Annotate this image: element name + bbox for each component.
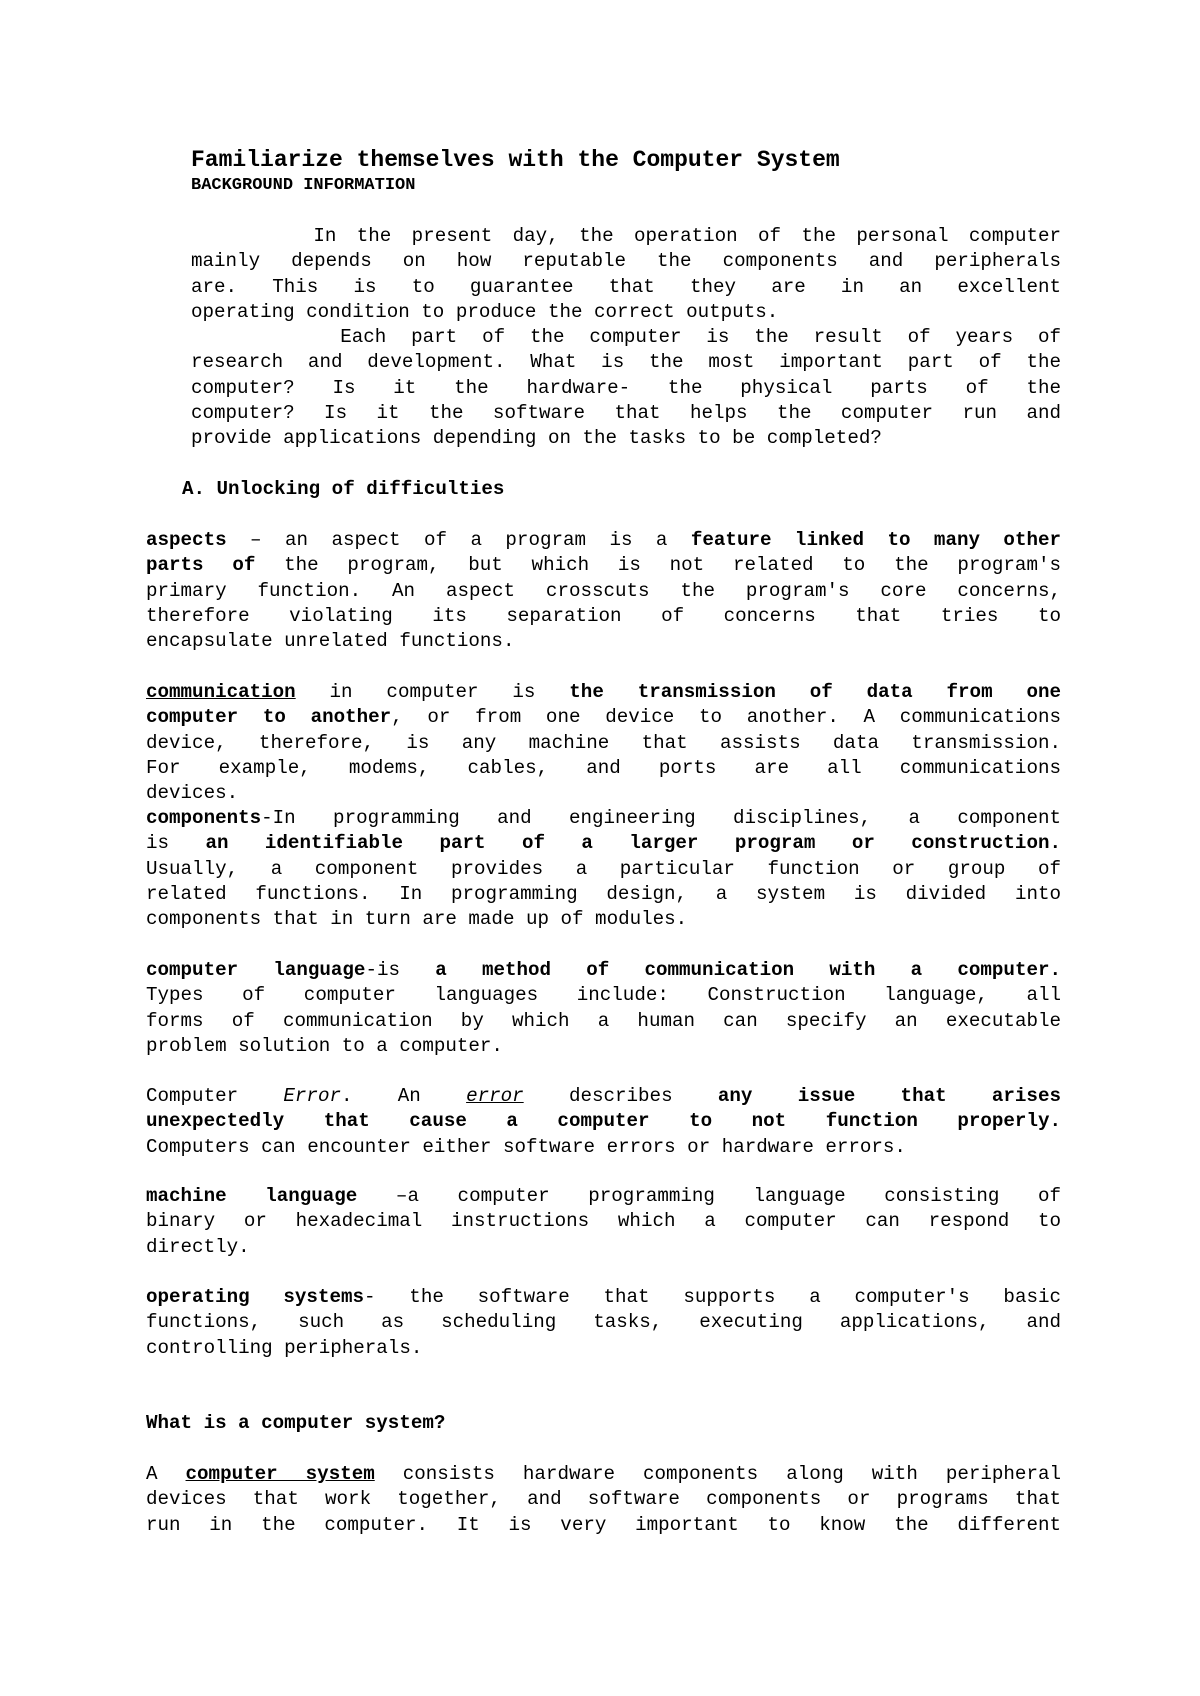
operating-systems-line-3: controlling peripherals. bbox=[146, 1336, 423, 1359]
communication-bold: computer to another bbox=[146, 706, 392, 729]
communication-line-2 bbox=[146, 705, 1061, 730]
components-line-4: related functions. In programming design, a system is divided into bbox=[146, 882, 1061, 905]
computer-error-text: Computer bbox=[146, 1085, 284, 1107]
aspects-bold: feature linked to many other bbox=[690, 529, 1061, 551]
operating-systems-text: - the software that supports a computer's basic bbox=[364, 1286, 1061, 1308]
definition-operating-systems bbox=[146, 1285, 1061, 1361]
communication-bold: the transmission of data from one bbox=[569, 681, 1061, 703]
document-title: Familiarize themselves with the Computer System bbox=[191, 147, 840, 173]
computer-system-text: A bbox=[146, 1463, 186, 1485]
communication-line-4: For example, modems, cables, and ports are all communications bbox=[146, 756, 1061, 779]
communication-text: , or from one device to another. A communications bbox=[391, 706, 1061, 729]
machine-language-line-2: binary or hexadecimal instructions which a computer can respond to bbox=[146, 1210, 1061, 1233]
intro-p2-line: research and development. What is the most important part of the bbox=[191, 351, 1061, 374]
definition-computer-language bbox=[146, 958, 1061, 1059]
computer-system-text: consists hardware components along with peripheral bbox=[374, 1463, 1061, 1485]
definition-computer-error bbox=[146, 1084, 1061, 1160]
section-b-heading: What is a computer system? bbox=[146, 1412, 446, 1434]
computer-system-line-1 bbox=[146, 1462, 1061, 1487]
computer-language-bold: a method of communication with a computer. bbox=[435, 959, 1062, 981]
computer-language-line-1 bbox=[146, 958, 1061, 983]
intro-p2-line: provide applications depending on the tasks to be completed? bbox=[191, 427, 882, 450]
machine-language-line-3: directly. bbox=[146, 1235, 250, 1258]
aspects-text: the program, but which is not related to the program's bbox=[255, 554, 1061, 577]
operating-systems-line-1 bbox=[146, 1285, 1061, 1310]
components-line-1 bbox=[146, 806, 1061, 831]
term-operating-systems: operating systems bbox=[146, 1286, 365, 1308]
definition-components bbox=[146, 806, 1061, 932]
components-line-3: Usually, a component provides a particular function or group of bbox=[146, 857, 1061, 880]
aspects-line-3: primary function. An aspect crosscuts the program's core concerns, bbox=[146, 579, 1061, 602]
term-error: error bbox=[466, 1085, 524, 1107]
aspects-line-5: encapsulate unrelated functions. bbox=[146, 630, 515, 653]
computer-system-line-3: run in the computer. It is very important to know the different bbox=[146, 1513, 1061, 1536]
computer-error-bold: any issue that arises bbox=[717, 1085, 1061, 1107]
term-computer-system: computer system bbox=[185, 1463, 375, 1485]
computer-language-line-3: forms of communication by which a human can specify an executable bbox=[146, 1009, 1061, 1032]
intro-p2-line: computer? Is it the hardware- the physical parts of the bbox=[191, 376, 1061, 399]
operating-systems-line-2: functions, such as scheduling tasks, executing applications, and bbox=[146, 1311, 1061, 1334]
definition-computer-system bbox=[146, 1462, 1061, 1538]
communication-line-3: device, therefore, is any machine that assists data transmission. bbox=[146, 731, 1061, 754]
definition-communication bbox=[146, 680, 1061, 806]
computer-error-line-1 bbox=[146, 1084, 1061, 1109]
components-bold: an identifiable part of a larger program or construction. bbox=[205, 832, 1061, 855]
communication-line-1 bbox=[146, 680, 1061, 705]
communication-text: in computer is bbox=[295, 681, 570, 703]
components-text: is bbox=[146, 832, 206, 855]
aspects-bold: parts of bbox=[146, 554, 256, 577]
term-machine-language: machine language bbox=[146, 1185, 358, 1207]
term-components: components bbox=[146, 807, 262, 829]
machine-language-text: –a computer programming language consisting of bbox=[357, 1185, 1061, 1207]
aspects-line-2 bbox=[146, 553, 1061, 578]
definition-machine-language bbox=[146, 1184, 1061, 1260]
aspects-line-4: therefore violating its separation of concerns that tries to bbox=[146, 604, 1061, 627]
components-line-2 bbox=[146, 831, 1061, 856]
intro-p1-line: In the present day, the operation of the personal computer bbox=[191, 225, 1061, 247]
intro-paragraph-2 bbox=[191, 325, 1061, 451]
components-text: -In programming and engineering disciplines, a component bbox=[261, 807, 1061, 829]
intro-p1-line: are. This is to guarantee that they are in an excellent bbox=[191, 275, 1061, 298]
aspects-text: – an aspect of a program is a bbox=[226, 529, 691, 551]
components-line-5: components that in turn are made up of modules. bbox=[146, 908, 688, 931]
term-computer-language: computer language bbox=[146, 959, 366, 981]
computer-error-text: . An bbox=[340, 1085, 467, 1107]
intro-p2-line: computer? Is it the software that helps the computer run and bbox=[191, 401, 1061, 424]
aspects-line-1 bbox=[146, 528, 1061, 553]
document-subtitle: BACKGROUND INFORMATION bbox=[191, 176, 416, 195]
intro-p1-line: mainly depends on how reputable the components and peripherals bbox=[191, 250, 1061, 273]
computer-language-text: -is bbox=[365, 959, 436, 981]
intro-p1-line: operating condition to produce the correct outputs. bbox=[191, 300, 779, 323]
computer-error-italic: Error bbox=[283, 1085, 341, 1107]
computer-error-line-2: unexpectedly that cause a computer to not function properly. bbox=[146, 1110, 1061, 1133]
term-aspects: aspects bbox=[146, 529, 227, 551]
computer-language-line-4: problem solution to a computer. bbox=[146, 1034, 503, 1057]
computer-language-line-2: Types of computer languages include: Construction language, all bbox=[146, 984, 1061, 1007]
computer-error-line-3: Computers can encounter either software errors or hardware errors. bbox=[146, 1135, 906, 1158]
intro-p2-line: Each part of the computer is the result of years of bbox=[191, 326, 1061, 348]
term-communication: communication bbox=[146, 681, 296, 703]
machine-language-line-1 bbox=[146, 1184, 1061, 1209]
definition-aspects bbox=[146, 528, 1061, 654]
intro-paragraph-1 bbox=[191, 224, 1061, 325]
computer-error-text: describes bbox=[523, 1085, 718, 1107]
computer-system-line-2: devices that work together, and software components or programs that bbox=[146, 1488, 1061, 1511]
section-a-heading: A. Unlocking of difficulties bbox=[182, 478, 505, 500]
communication-line-5: devices. bbox=[146, 782, 239, 805]
